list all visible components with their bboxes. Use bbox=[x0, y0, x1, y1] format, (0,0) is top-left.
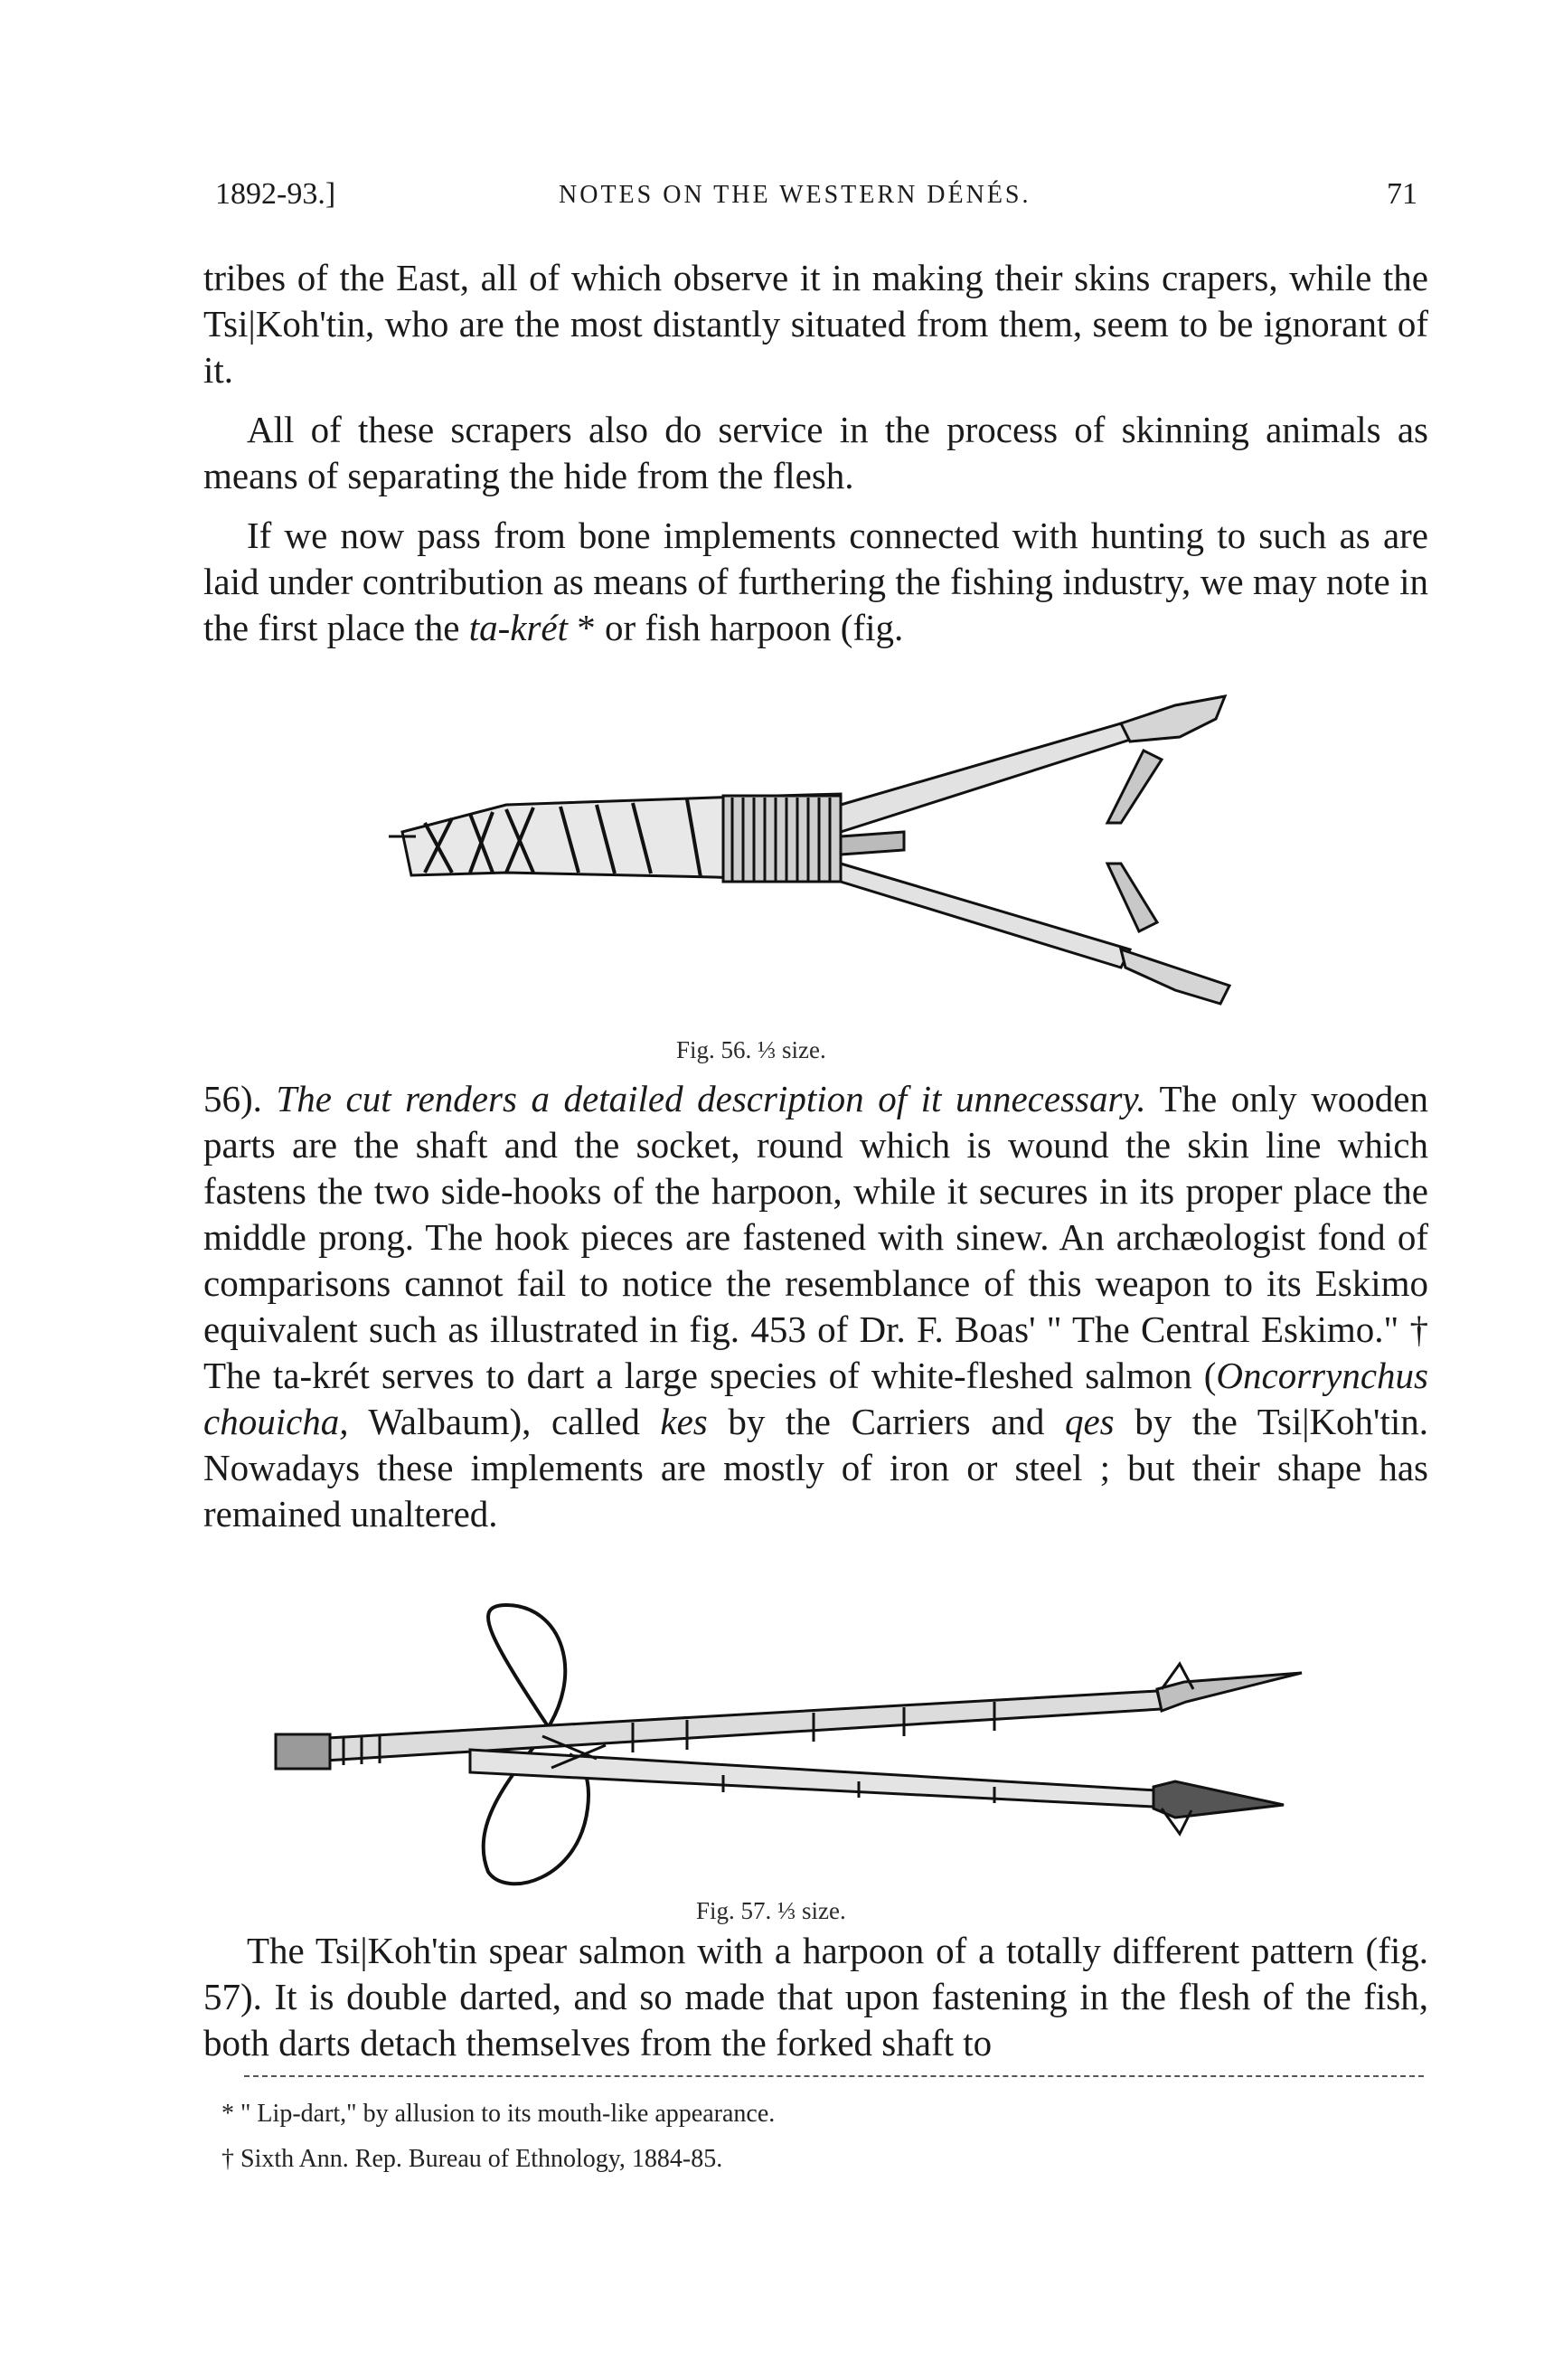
term-qes: qes bbox=[1064, 1401, 1115, 1442]
paragraph-3-text: If we now pass from bone implements connected with hunting to such as are laid under contribution as means of furthering the fishing industry, we may note in the first place the bbox=[203, 515, 1428, 648]
paragraph-4 bbox=[203, 1076, 1428, 1537]
header-year: 1892-93.] bbox=[215, 177, 336, 211]
species-name: Oncorrynchus chouicha, bbox=[203, 1355, 1428, 1442]
paragraph-4-text-c: by the Carriers and bbox=[707, 1401, 1065, 1442]
figure-56-caption: Fig. 56. ⅓ size. bbox=[676, 1036, 826, 1063]
footnote-rule bbox=[244, 2075, 1424, 2077]
figure-56-harpoon-illustration bbox=[0, 687, 1563, 1022]
paragraph-4-italic: The cut renders a detailed description of it unnecessary. bbox=[276, 1078, 1146, 1119]
paragraph-3-end: * or fish harpoon (fig. bbox=[568, 607, 904, 648]
figure-57-spear-illustration bbox=[0, 1601, 1563, 1908]
paragraph-4-fig-ref: 56). bbox=[203, 1078, 277, 1119]
paragraph-1: tribes of the East, all of which observe it in making their skins crapers, while the Tsi|Koh'tin, who are the most distantly situated from them, seem to be ignorant of it. bbox=[203, 257, 1428, 391]
paragraph-2: All of these scrapers also do service in the process of skinning animals as means of separating the hide from the flesh. bbox=[203, 409, 1428, 496]
paragraph-4-text-a: The only wooden parts are the shaft and the socket, round which is wound the skin line which fastens the two side-hooks of the harpoon, while it secures in its proper place the middle prong. The hook pieces are fastened with sinew. An archæologist fond of comparisons cannot fail to notice the resemblance of this weapon to its Eskimo equivalent such as illustrated in fig. 453 of Dr. F. Boas' " The Central Eskimo." † The ta-krét serves to dart a large species of white-fleshed salmon ( bbox=[203, 1078, 1428, 1396]
paragraph-4-text-d: by the Tsi|Koh'tin. Nowadays these implements are mostly of iron or steel ; but their shape has remained unaltered. bbox=[203, 1401, 1428, 1535]
paragraph-5: The Tsi|Koh'tin spear salmon with a harpoon of a totally different pattern (fig. 57). It is double darted, and so made that upon fastening in the flesh of the fish, both darts detach themselves from the forked shaft to bbox=[203, 1930, 1428, 2064]
term-kes: kes bbox=[660, 1401, 708, 1442]
page-number: 71 bbox=[1387, 177, 1417, 211]
figure-57-caption: Fig. 57. ⅓ size. bbox=[696, 1897, 846, 1924]
footnote-1: * " Lip-dart," by allusion to its mouth-like appearance. bbox=[221, 2100, 776, 2128]
paragraph-3 bbox=[203, 513, 1428, 651]
header-title: NOTES ON THE WESTERN DÉNÉS. bbox=[559, 181, 1031, 209]
paragraph-4-text-b: Walbaum), called bbox=[348, 1401, 661, 1442]
footnote-2: † Sixth Ann. Rep. Bureau of Ethnology, 1884-85. bbox=[221, 2145, 723, 2173]
term-ta-kret: ta-krét bbox=[468, 607, 569, 648]
running-head bbox=[215, 177, 1417, 222]
